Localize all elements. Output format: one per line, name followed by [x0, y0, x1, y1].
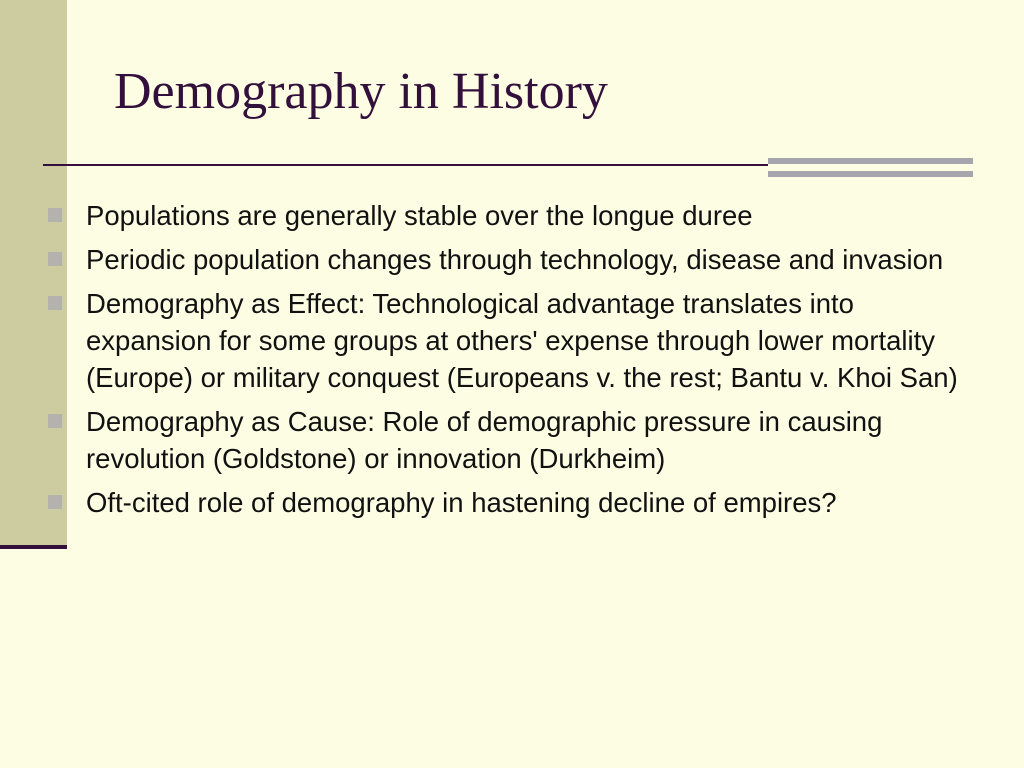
bullet-text: Periodic population changes through technology, disease and invasion — [86, 244, 944, 275]
bullet-text: Oft-cited role of demography in hastening decline of empires? — [86, 487, 837, 518]
bullet-text: Populations are generally stable over the longue duree — [86, 200, 753, 231]
title-divider-line — [43, 164, 768, 166]
square-bullet-icon — [48, 296, 62, 310]
square-bullet-icon — [48, 208, 62, 222]
accent-bar-upper — [768, 158, 973, 164]
bullet-text: Demography as Effect: Technological advantage translates into expansion for some groups at others' expense through lower mortality (Europe) or military conquest (Europeans v. the rest; Bantu v. Khoi San) — [86, 288, 958, 393]
bullet-item — [48, 241, 958, 278]
bullet-item — [48, 484, 958, 521]
slide-title: Demography in History — [114, 63, 608, 120]
bullet-item — [48, 197, 958, 234]
bullet-text: Demography as Cause: Role of demographic pressure in causing revolution (Goldstone) or innovation (Durkheim) — [86, 406, 883, 474]
bullet-item — [48, 403, 958, 477]
bullet-list — [48, 197, 958, 528]
square-bullet-icon — [48, 414, 62, 428]
left-decorative-underline — [0, 545, 67, 549]
square-bullet-icon — [48, 495, 62, 509]
bullet-item — [48, 285, 958, 396]
accent-bar-lower — [768, 171, 973, 177]
square-bullet-icon — [48, 252, 62, 266]
